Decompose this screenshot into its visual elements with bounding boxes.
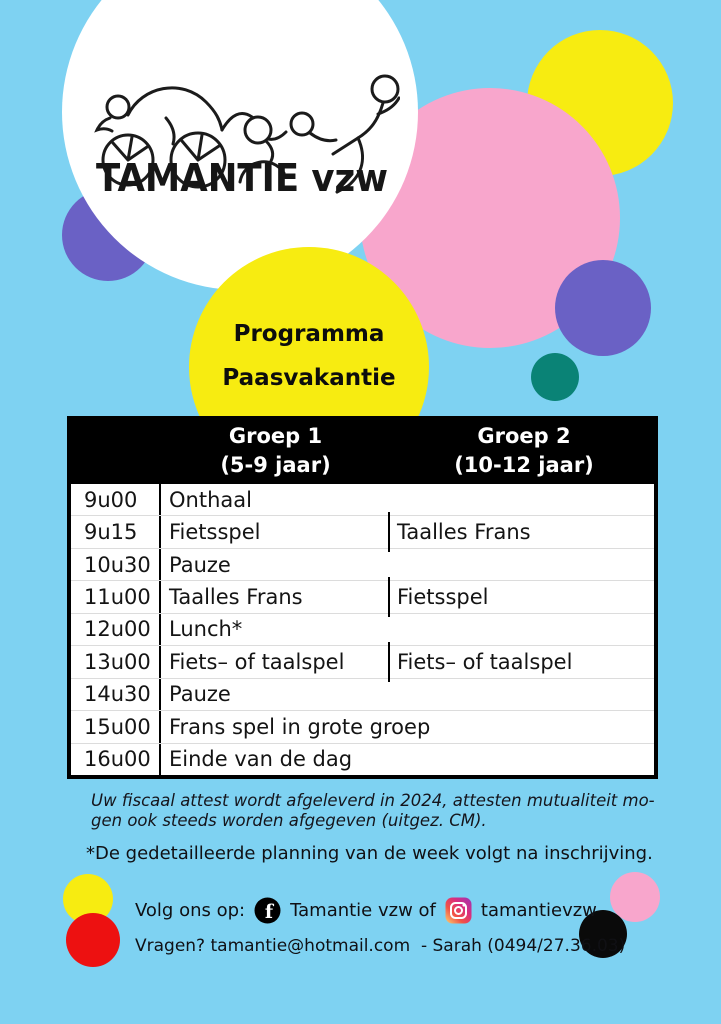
title-line-2: Paasvakantie <box>222 365 396 391</box>
schedule-header <box>67 416 658 484</box>
social-section <box>135 896 625 956</box>
schedule-time: 14u30 <box>71 679 161 710</box>
schedule-time: 16u00 <box>71 744 161 775</box>
schedule-activity-group1: Pauze <box>169 682 231 707</box>
schedule-row <box>71 581 654 613</box>
schedule-activity-group1: Pauze <box>169 552 231 577</box>
schedule-header-group2 <box>390 422 658 484</box>
group1-name: Groep 1 <box>228 424 323 448</box>
schedule-activity-group1: Fiets– of taalspel <box>169 649 345 674</box>
decor-circle-red-bottomleft <box>66 913 120 967</box>
group2-name: Groep 2 <box>477 424 571 448</box>
schedule-time: 12u00 <box>71 614 161 645</box>
schedule-activity-group1: Fietsspel <box>169 520 261 545</box>
schedule-row <box>71 744 654 775</box>
planning-note: *De gedetailleerde planning van de week volgt na inschrijving. <box>86 843 653 864</box>
tamantie-logo <box>90 62 400 212</box>
follow-label: Volg ons op: <box>135 899 246 921</box>
schedule-header-group1 <box>161 422 390 484</box>
logo-text: TAMANTIE vzw <box>96 156 388 200</box>
schedule-time: 15u00 <box>71 711 161 742</box>
facebook-handle: Tamantie vzw of <box>290 899 436 921</box>
decor-circle-purple-right <box>555 260 651 356</box>
schedule-row <box>71 516 654 548</box>
title-line-1: Programma <box>233 321 385 347</box>
schedule-activity-group2: Fietsspel <box>388 581 654 612</box>
group1-age: (5-9 jaar) <box>220 453 331 477</box>
fiscal-note <box>91 791 655 831</box>
contact-line: Vragen? tamantie@hotmail.com - Sarah (0494/27.36.03) <box>135 936 626 956</box>
instagram-icon <box>445 897 472 924</box>
schedule-time: 9u15 <box>71 516 161 547</box>
schedule-row <box>71 484 654 516</box>
instagram-handle: tamantievzw <box>480 899 597 921</box>
schedule-activity-group2: Taalles Frans <box>388 516 654 547</box>
svg-text:f: f <box>265 900 274 923</box>
fiscal-note-line2: gen ook steeds worden afgegeven (uitgez. CM). <box>91 811 487 830</box>
fiscal-note-line1: Uw fiscaal attest wordt afgeleverd in 2024, attesten mutualiteit mo- <box>91 791 655 810</box>
schedule-table <box>67 416 658 779</box>
schedule-body <box>67 484 658 779</box>
schedule-activity-group1: Frans spel in grote groep <box>169 714 431 739</box>
schedule-time: 13u00 <box>71 646 161 677</box>
schedule-activity-group1: Einde van de dag <box>169 747 353 772</box>
schedule-time: 11u00 <box>71 581 161 612</box>
facebook-icon <box>254 897 281 924</box>
schedule-activity-group1: Lunch* <box>169 617 243 642</box>
schedule-row <box>71 711 654 743</box>
schedule-row <box>71 646 654 678</box>
schedule-row <box>71 549 654 581</box>
schedule-row <box>71 614 654 646</box>
group2-age: (10-12 jaar) <box>454 453 594 477</box>
schedule-activity-group1: Onthaal <box>169 487 252 512</box>
schedule-activity-group2: Fiets– of taalspel <box>388 646 654 677</box>
decor-circle-teal <box>531 353 579 401</box>
social-follow-row <box>135 896 625 924</box>
schedule-activity-group1: Taalles Frans <box>169 585 303 610</box>
schedule-row <box>71 679 654 711</box>
schedule-header-time-spacer <box>67 422 161 484</box>
schedule-time: 9u00 <box>71 484 161 515</box>
schedule-time: 10u30 <box>71 549 161 580</box>
